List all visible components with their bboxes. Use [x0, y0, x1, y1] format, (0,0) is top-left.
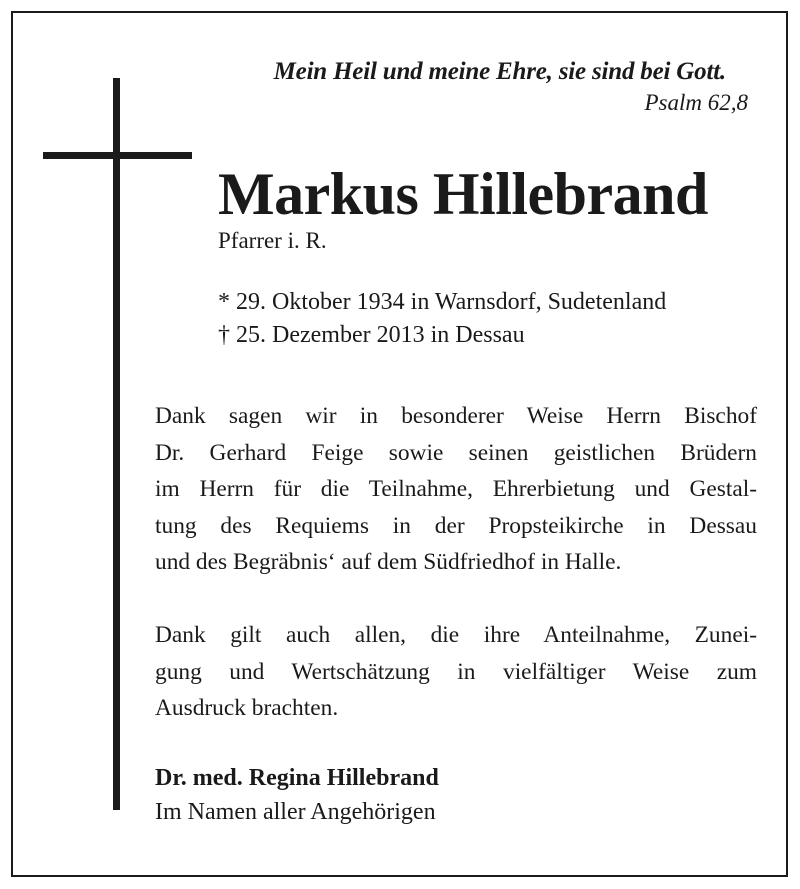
signer-name: Dr. med. Regina Hillebrand	[155, 765, 439, 791]
text-line: Dank sagen wir in besonderer Weise Herrn Bischof	[155, 403, 757, 429]
thanks-paragraph-clergy	[155, 398, 757, 581]
death-date: † 25. Dezember 2013 in Dessau	[218, 322, 525, 348]
signer-note: Im Namen aller Angehörigen	[155, 799, 436, 825]
text-line: Ausdruck brachten.	[155, 695, 339, 721]
text-line: tung des Requiems in der Propsteikirche in Dessau	[155, 512, 757, 539]
deceased-title: Pfarrer i. R.	[218, 228, 327, 253]
life-dates	[218, 286, 666, 352]
thanks-paragraph-all	[155, 617, 757, 727]
text-line: im Herrn für die Teilnahme, Ehrerbietung und Gestal-	[155, 476, 757, 502]
bible-quote: Mein Heil und meine Ehre, sie sind bei Gott.	[273, 58, 726, 85]
text-line: Dr. Gerhard Feige sowie seinen geistlichen Brüdern	[155, 439, 757, 466]
birth-date: * 29. Oktober 1934 in Warnsdorf, Sudetenland	[218, 289, 667, 315]
cross-horizontal-bar	[43, 152, 192, 159]
text-line: Dank gilt auch allen, die ihre Anteilnahme, Zunei-	[155, 622, 757, 648]
text-line: und des Begräbnis‘ auf dem Südfriedhof in Halle.	[155, 549, 622, 575]
text-line: gung und Wertschätzung in vielfältiger Weise zum	[155, 658, 757, 685]
cross-vertical-bar	[113, 78, 120, 810]
deceased-name: Markus Hillebrand	[218, 161, 708, 227]
bible-reference: Psalm 62,8	[644, 90, 748, 115]
